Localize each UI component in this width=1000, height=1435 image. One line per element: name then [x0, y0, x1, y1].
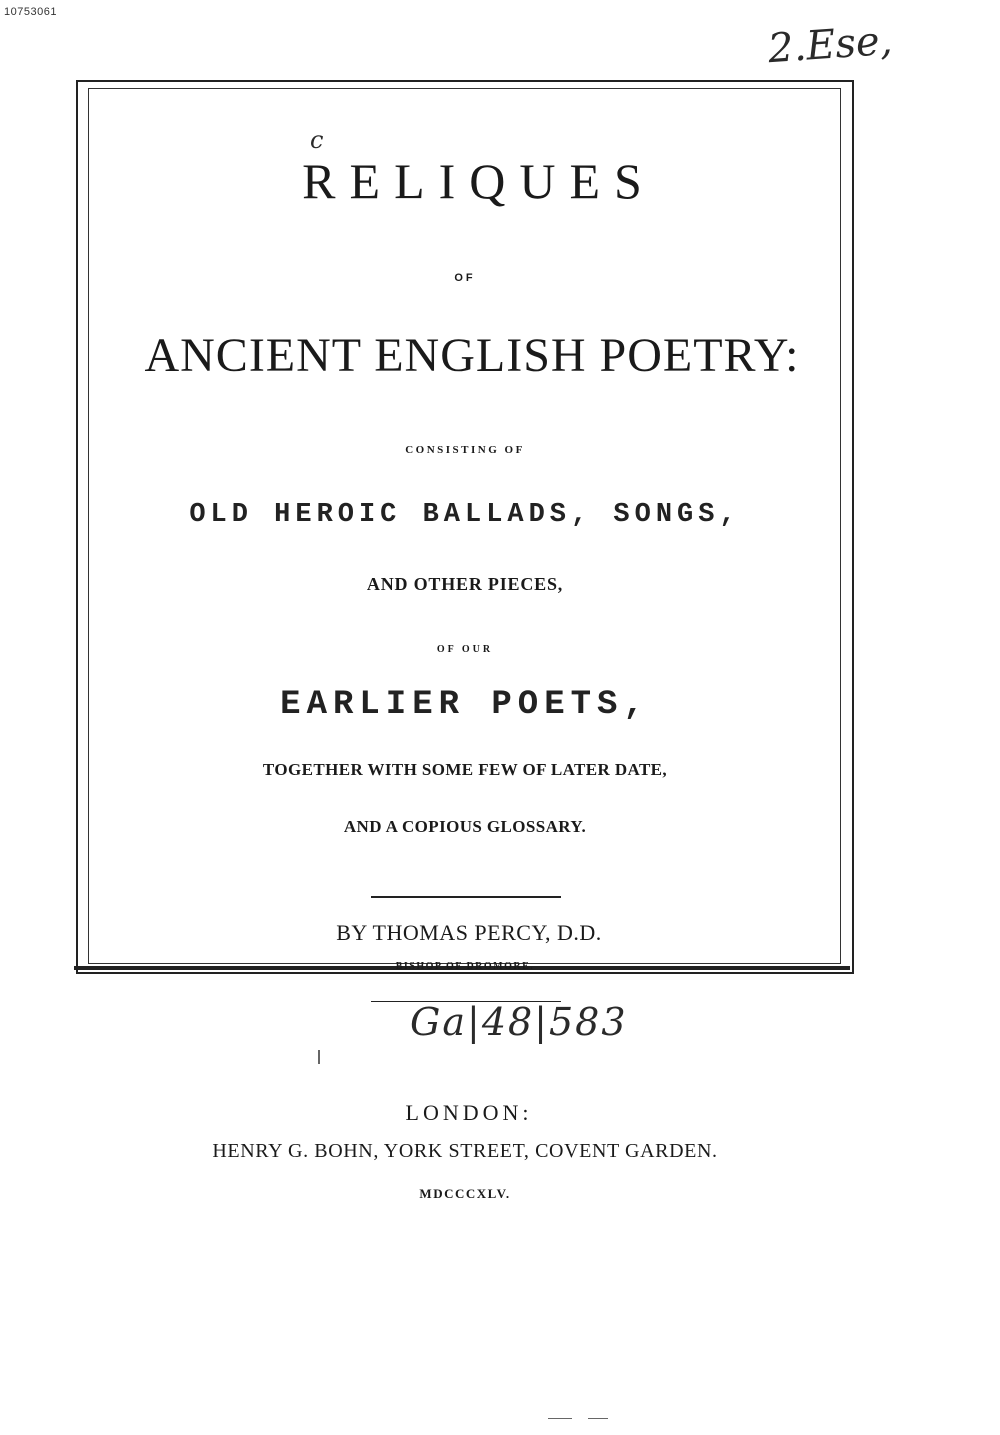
stray-ink-mark	[318, 1050, 320, 1064]
imprint-place: LONDON:	[405, 1100, 533, 1125]
contents-line-ballads: OLD HEROIC BALLADS, SONGS,	[189, 500, 741, 530]
of-our-label: OF OUR	[436, 644, 494, 655]
handwritten-shelfmark: Ga|48|583	[410, 1000, 628, 1044]
author-line: BY THOMAS PERCY, D.D.	[336, 920, 602, 945]
book-subtitle: ANCIENT ENGLISH POETRY:	[144, 329, 800, 382]
consisting-of-label: CONSISTING OF	[405, 444, 525, 456]
stray-ink-mark	[588, 1418, 608, 1419]
earlier-poets-line: EARLIER POETS,	[280, 686, 650, 724]
handwritten-mark-c: c	[310, 126, 324, 154]
imprint-publisher: HENRY G. BOHN, YORK STREET, COVENT GARDEN.	[212, 1140, 718, 1162]
glossary-line: AND A COPIOUS GLOSSARY.	[343, 817, 587, 836]
handwritten-note-top: 2.Ese,	[766, 17, 894, 73]
imprint-year: MDCCCXLV.	[419, 1186, 511, 1201]
author-title-line: BISHOP OF DROMORE.	[395, 961, 535, 972]
scan-id-label: 10753061	[4, 6, 57, 18]
later-date-line: TOGETHER WITH SOME FEW OF LATER DATE,	[262, 760, 668, 779]
contents-line-pieces: AND OTHER PIECES,	[366, 574, 564, 594]
stray-ink-mark	[548, 1418, 572, 1419]
divider-rule-top	[371, 896, 561, 898]
book-title: RELIQUES	[302, 153, 656, 209]
title-connector-of: OF	[454, 272, 476, 284]
